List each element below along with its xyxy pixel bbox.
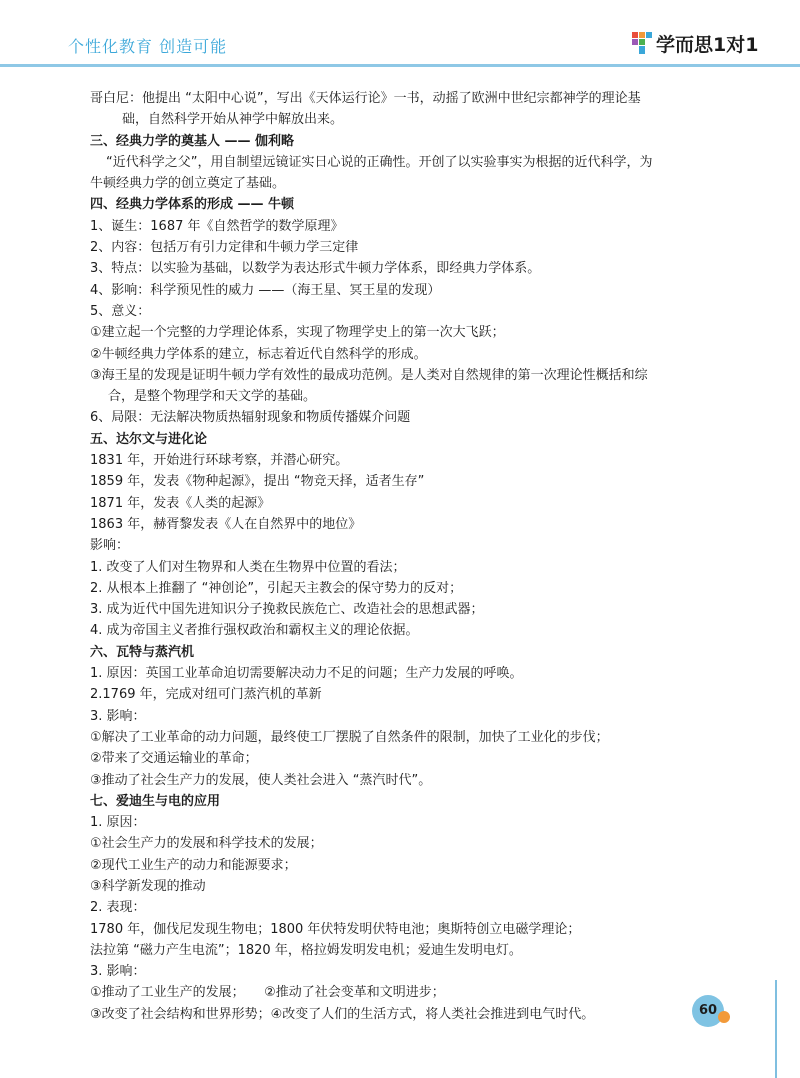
text-line: ②牛顿经典力学体系的建立，标志着近代自然科学的形成。 xyxy=(90,346,427,362)
text-line: 合，是整个物理学和天文学的基础。 xyxy=(108,389,317,405)
text-line: 3. 影响： xyxy=(90,964,146,980)
text-line: 哥白尼：他提出 “太阳中心说”，写出《天体运行论》一书，动摇了欧洲中世纪宗都神学的理论基 xyxy=(90,91,641,106)
text-line: 法拉第 “磁力产生电流”；1820 年，格拉姆发明发电机；爱迪生发明电灯。 xyxy=(90,942,522,958)
text-line: 6、局限：无法解决物质热辐射现象和物质传播媒介问题 xyxy=(90,410,411,426)
text-line: 1871 年，发表《人类的起源》 xyxy=(90,495,271,511)
header-slogan: 个性化教育 创造可能 xyxy=(68,37,228,56)
section-heading: 五、达尔文与进化论 xyxy=(90,431,208,447)
text-line: ①解决了工业革命的动力问题，最终使工厂摆脱了自然条件的限制，加快了工业化的步伐； xyxy=(90,729,609,745)
logo-mark-icon xyxy=(632,32,652,54)
text-line: ③海王星的发现是证明牛顿力学有效性的最成功范例。是人类对自然规律的第一次理论性概括和综 xyxy=(90,367,648,383)
text-line: ①建立起一个完整的力学理论体系，实现了物理学史上的第一次大飞跃； xyxy=(90,325,505,341)
page-number-badge xyxy=(692,995,732,1029)
text-line: 1. 原因： xyxy=(90,815,146,831)
page-header xyxy=(0,0,800,64)
header-divider xyxy=(0,64,800,67)
text-line: 2、内容：包括万有引力定律和牛顿力学三定律 xyxy=(90,240,359,256)
text-line: 影响： xyxy=(90,538,130,554)
text-line: 1831 年，开始进行环球考察，并潜心研究。 xyxy=(90,453,349,469)
text-line: 1863 年，赫胥黎发表《人在自然界中的地位》 xyxy=(90,516,362,532)
section-heading: 四、经典力学体系的形成 —— 牛顿 xyxy=(90,197,295,213)
decorative-side-line xyxy=(775,980,777,1078)
text-line: ②带来了交通运输业的革命； xyxy=(90,751,258,767)
text-line: 1. 原因：英国工业革命迫切需要解决动力不足的问题；生产力发展的呼唤。 xyxy=(90,666,523,682)
text-line: ③改变了社会结构和世界形势；④改变了人们的生活方式，将人类社会推进到电气时代。 xyxy=(90,1006,595,1022)
text-line: 1. 改变了人们对生物界和人类在生物界中位置的看法； xyxy=(90,559,406,575)
text-line: 3. 影响： xyxy=(90,708,146,724)
text-line: 2. 表现： xyxy=(90,900,146,916)
text-line: 5、意义： xyxy=(90,303,151,319)
text-line: 4. 成为帝国主义者推行强权政治和霸权主义的理论依据。 xyxy=(90,623,419,639)
section-heading: 六、瓦特与蒸汽机 xyxy=(90,644,195,660)
section-heading: 七、爱迪生与电的应用 xyxy=(90,793,221,809)
text-line: ①社会生产力的发展和科学技术的发展； xyxy=(90,836,323,852)
text-line: 1、诞生：1687 年《自然哲学的数学原理》 xyxy=(90,218,344,234)
text-line: ③推动了社会生产力的发展，使人类社会进入 “蒸汽时代”。 xyxy=(90,772,432,788)
text-line: 4、影响：科学预见性的威力 ——（海王星、冥王星的发现） xyxy=(90,282,441,298)
text-line: “近代科学之父”，用自制望远镜证实日心说的正确性。开创了以实验事实为根据的近代科学，为 xyxy=(106,154,653,170)
text-line: 3. 成为近代中国先进知识分子挽救民族危亡、改造社会的思想武器； xyxy=(90,602,484,618)
text-line: 1780 年，伽伐尼发现生物电；1800 年伏特发明伏特电池；奥斯特创立电磁学理论； xyxy=(90,921,581,937)
document-body xyxy=(90,88,730,1025)
section-heading: 三、经典力学的奠基人 —— 伽利略 xyxy=(90,133,295,149)
text-line: 础，自然科学开始从神学中解放出来。 xyxy=(122,112,344,128)
text-line: 2.1769 年，完成对纽可门蒸汽机的革新 xyxy=(90,687,322,703)
brand-logo xyxy=(632,30,758,56)
text-line: 1859 年，发表《物种起源》，提出 “物竞天择，适者生存” xyxy=(90,474,425,490)
text-line: 3、特点：以实验为基础，以数学为表达形式牛顿力学体系，即经典力学体系。 xyxy=(90,261,541,277)
text-line: ②现代工业生产的动力和能源要求； xyxy=(90,857,297,873)
text-line: ③科学新发现的推动 xyxy=(90,878,206,894)
text-line: 牛顿经典力学的创立奠定了基础。 xyxy=(90,176,286,192)
page-number: 60 xyxy=(698,1003,718,1018)
text-line: 2. 从根本上推翻了 “神创论”，引起天主教会的保守势力的反对； xyxy=(90,580,463,596)
logo-text: 学而思1对1 xyxy=(656,33,759,56)
text-line: ①推动了工业生产的发展； ②推动了社会变革和文明进步； xyxy=(90,985,445,1001)
